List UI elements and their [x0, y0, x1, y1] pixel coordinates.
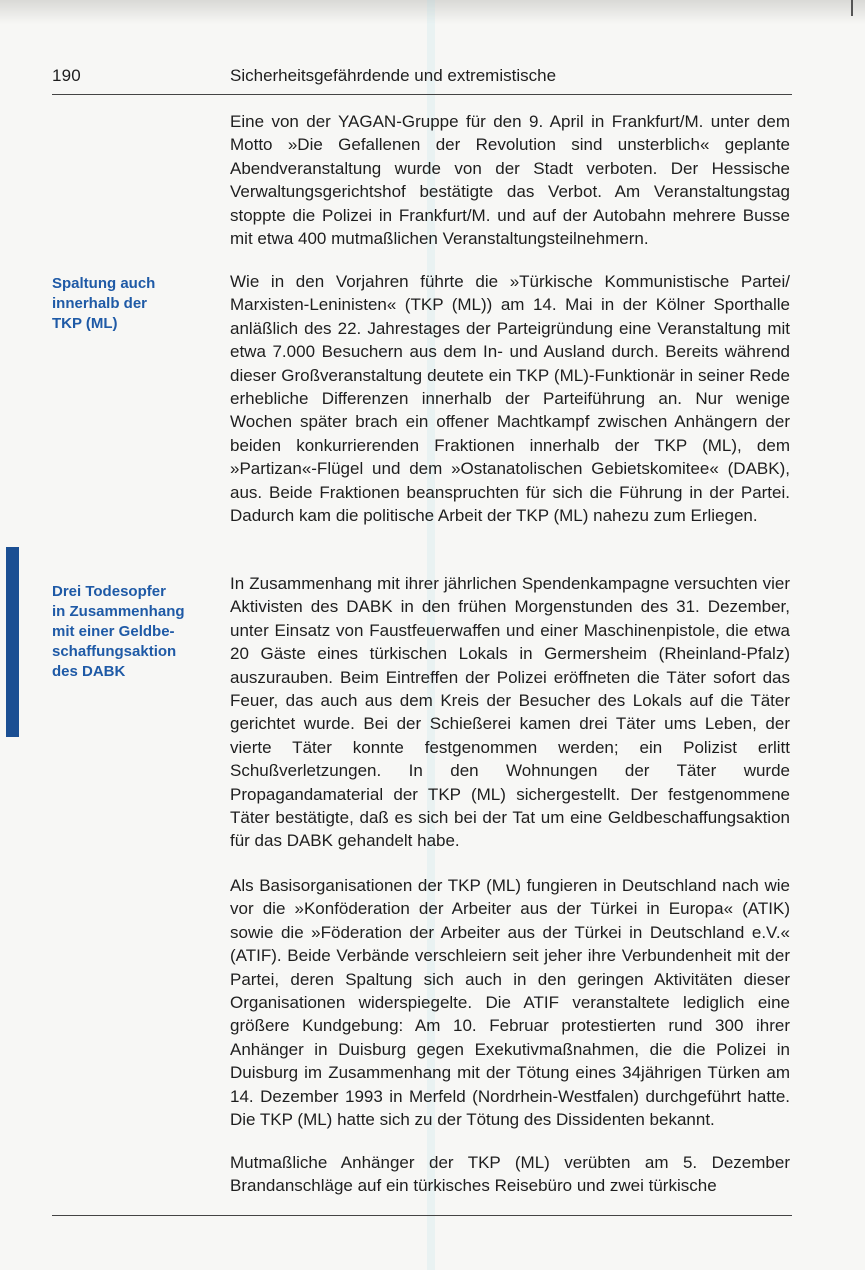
paragraph-arson: Mutmaßliche Anhänger der TKP (ML) verübten am 5. Dezember Brandanschläge auf ein türkisches Reisebüro und zwei türkische [230, 1153, 790, 1196]
header-rule [52, 94, 792, 95]
page-edge-mark [851, 0, 853, 16]
page-number: 190 [52, 66, 81, 85]
paragraph-atik-atif: Als Basisorganisationen der TKP (ML) fungieren in Deutschland nach wie vor die »Konföderation der Arbeiter aus der Türkei in Europa« (ATIK) sowie die »Föderation der Arbeiter aus der Türkei in Deutschland e.V.« (ATIF). Beide Verbände verschleiern seit jeher ihre Verbundenheit mit der Partei, deren Spaltung sich auch in den geringen Aktivitäten dieser Organisationen widerspiegelte. Die ATIF veranstaltete lediglich eine größere Kundgebung: Am 10. Februar protestierten rund 300 ihrer Anhänger in Duisburg gegen Exekutivmaßnahmen, die die Polizei in Duisburg im Zusammenhang mit der Tötung eines 34jährigen Türken am 14. Dezember 1993 in Merfeld (Nordrhein-Westfalen) durchgeführt hatte. Die TKP (ML) hatte sich zu der Tötung des Dissidenten bekannt. [230, 876, 790, 1130]
paragraph-dabk-raid: In Zusammenhang mit ihrer jährlichen Spendenkampagne versuchten vier Aktivisten des DABK in den frühen Morgenstunden des 31. Dezember, unter Einsatz von Faustfeuerwaffen und einer Maschinenpistole, die etwa 20 Gäste eines türkischen Lokals in Germersheim (Rheinland-Pfalz) auszurauben. Beim Eintreffen der Polizei eröffneten die Täter sofort das Feuer, das auch aus dem Kreis der Besucher des Lokals auf die Täter gerichtet wurde. Bei der Schießerei kamen drei Täter ums Leben, der vierte Täter konnte festgenommen werden; ein Polizist erlitt Schußverletzungen. In den Wohnungen der Täter wurde Propagandamaterial der TKP (ML) sichergestellt. Der festgenommene Täter bestätigte, daß es sich bei der Tat um eine Geldbeschaffungsaktion für das DABK gehandelt habe. [230, 574, 790, 851]
footer-rule [52, 1215, 792, 1216]
paragraph-yagan: Eine von der YAGAN-Gruppe für den 9. April in Frankfurt/M. unter dem Motto »Die Gefallenen der Revolution sind unsterblich« geplante Abendveranstaltung wurde von der Stadt verboten. Der Hessische Verwaltungsgerichtshof bestätigte das Verbot. Am Veranstaltungstag stoppte die Polizei in Frankfurt/M. und auf der Autobahn mehrere Busse mit etwa 400 mutmaßlichen Veranstaltungsteilnehmern. [230, 112, 790, 249]
paragraph-tkp-ml-split: Wie in den Vorjahren führte die »Türkische Kommunistische Partei/ Marxisten-Leninisten« (TKP (ML)) am 14. Mai in der Kölner Sporthalle anläßlich des 22. Jahrestages der Parteigründung eine Veranstaltung mit etwa 7.000 Besuchern aus dem In- und Ausland durch. Bereits während dieser Großveranstaltung deutete ein TKP (ML)-Funktionär in seiner Rede erhebliche Differenzen innerhalb der Parteiführung an. Nur wenige Wochen später brach ein offener Machtkampf zwischen Anhängern der beiden konkurrierenden Fraktionen innerhalb der TKP (ML), dem »Partizan«-Flügel und dem »Ostanatolischen Gebietskomitee« (DABK), aus. Beide Fraktionen beanspruchten für sich die Führung in der Partei. Dadurch kam die politische Arbeit der TKP (ML) nahezu zum Erliegen. [230, 272, 790, 526]
margin-note-spaltung: Spaltung auch innerhalb der TKP (ML) [52, 275, 156, 332]
side-marker-bar [6, 547, 19, 737]
margin-note-todesopfer: Drei Todesopfer in Zusammenhang mit einer Geldbe- schaffungsaktion des DABK [52, 583, 185, 680]
running-head: Sicherheitsgefährdende und extremistische [230, 66, 557, 85]
